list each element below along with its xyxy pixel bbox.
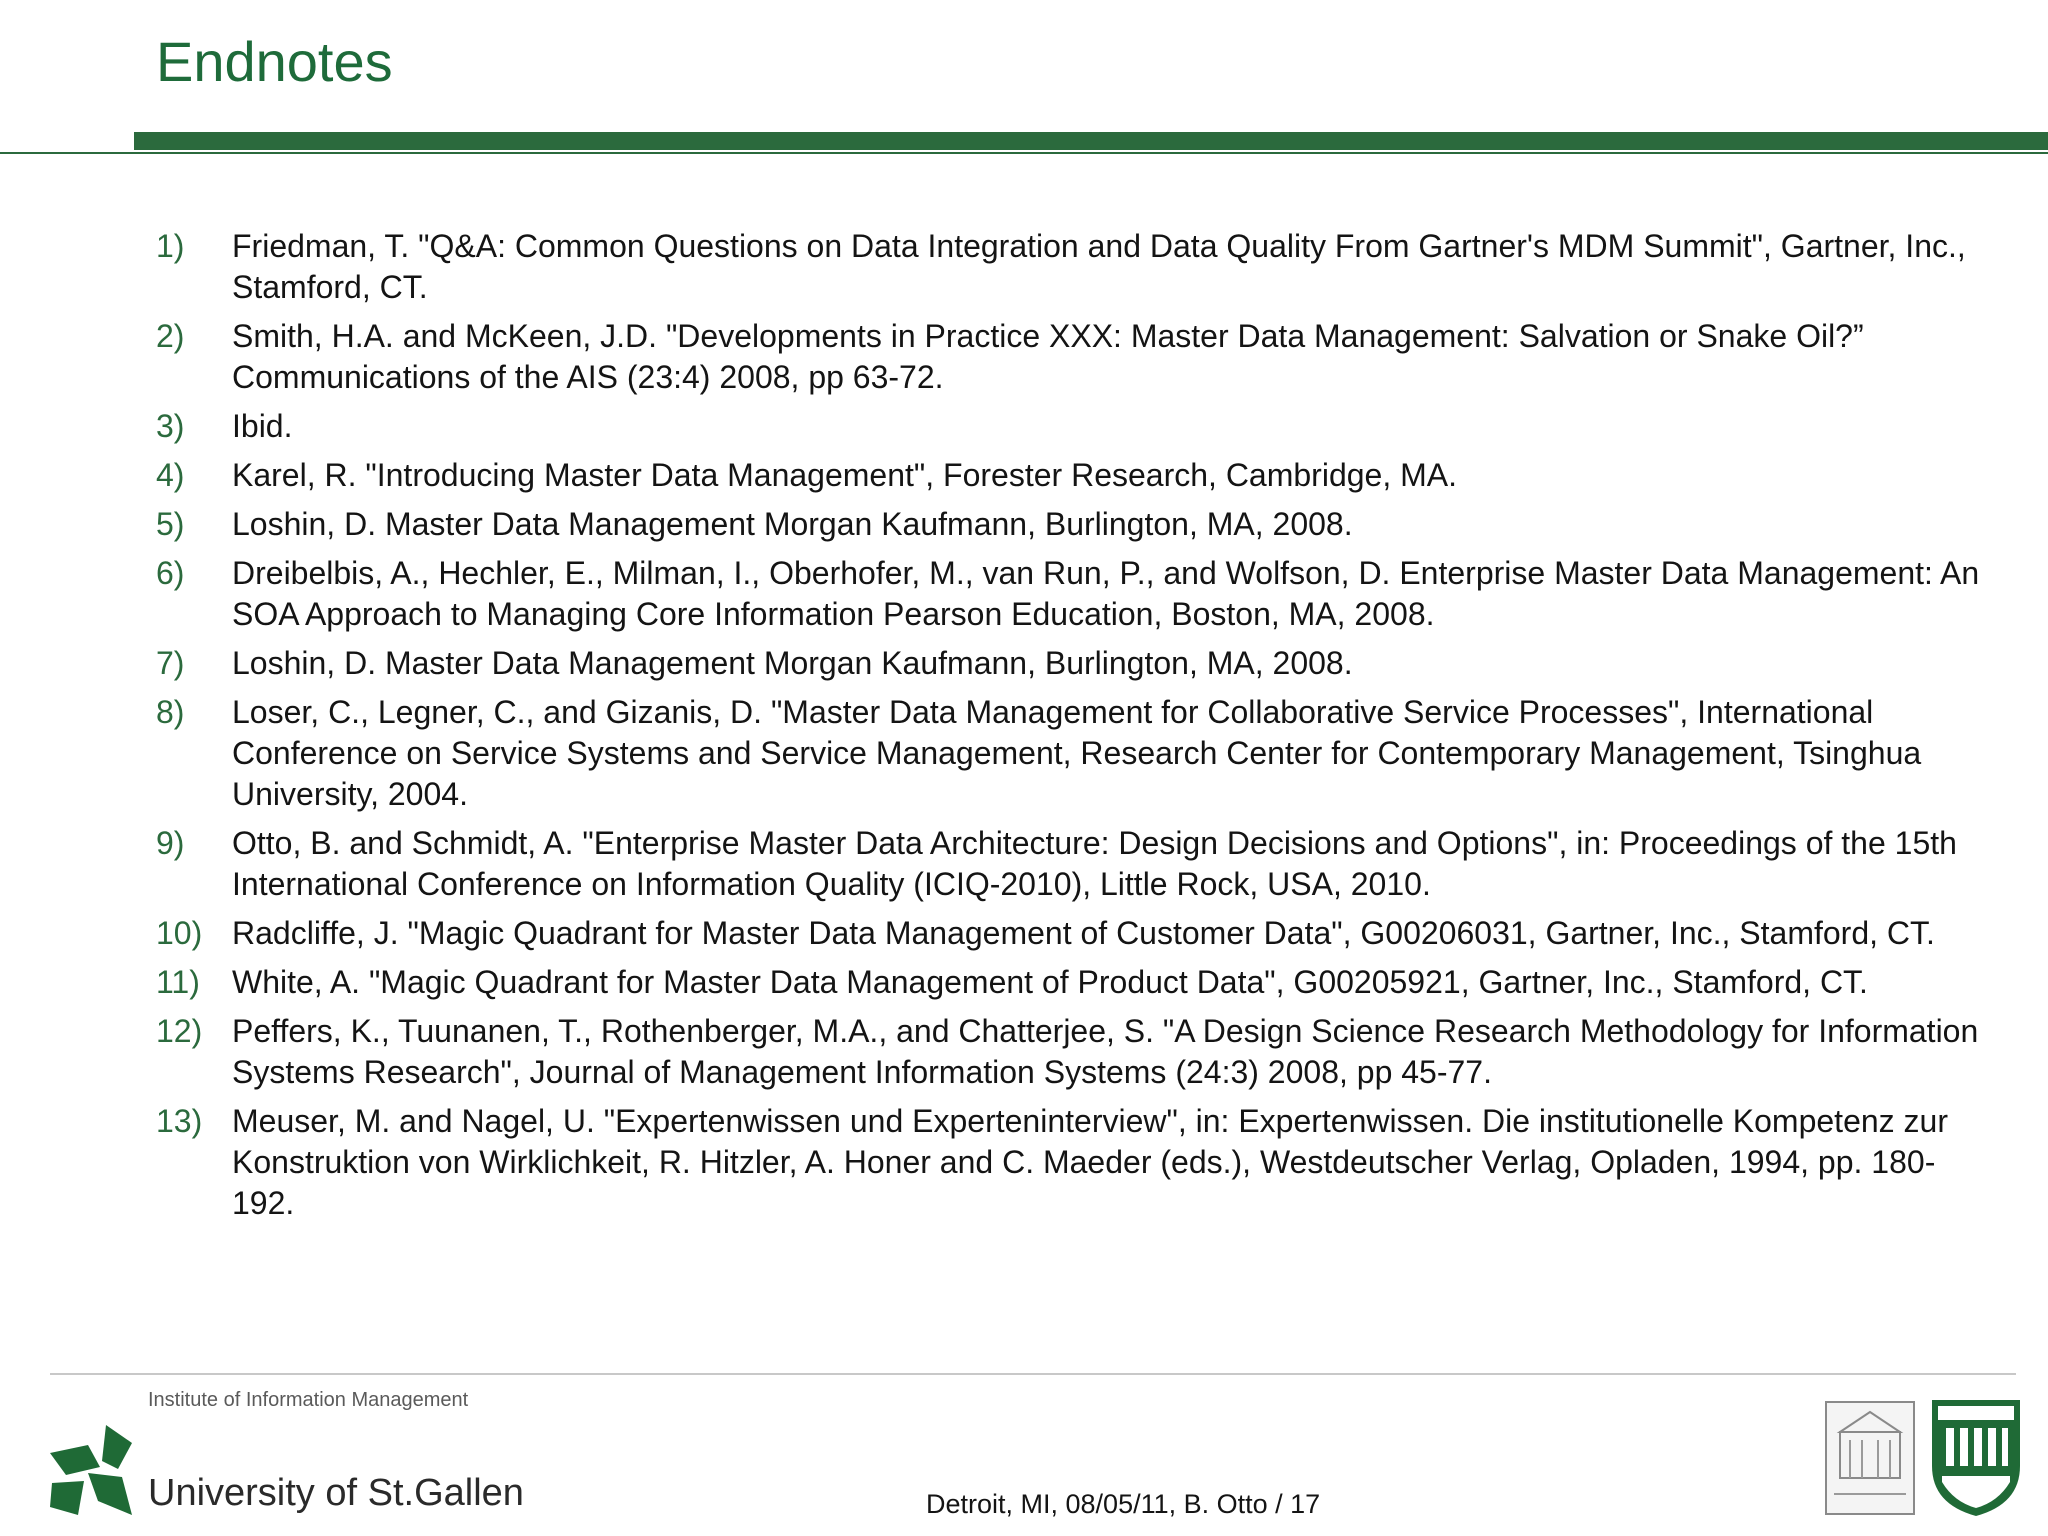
endnote-text: Loshin, D. Master Data Management Morgan Kaufmann, Burlington, MA, 2008. bbox=[232, 506, 1353, 542]
endnote-number: 1) bbox=[156, 228, 185, 264]
endnote-number: 2) bbox=[156, 318, 185, 354]
dartmouth-seal-icon bbox=[1820, 1396, 1920, 1520]
endnote-text: Friedman, T. "Q&A: Common Questions on Data Integration and Data Quality From Gartner's MDM Summit", Gartner, Inc., Stamford, CT. bbox=[232, 228, 1966, 305]
endnote-text: Otto, B. and Schmidt, A. "Enterprise Master Data Architecture: Design Decisions and Options", in: Proceedings of the 15th International Conference on Information Quality (ICIQ-2010), Little Rock, USA, 2010. bbox=[232, 825, 1957, 902]
endnote-text: Meuser, M. and Nagel, U. "Expertenwissen und Experteninterview", in: Expertenwissen. Die institutionelle Kompetenz zur Konstruktion von Wirklichkeit, R. Hitzler, A. Honer and C. Maeder (eds.), Westdeutscher Verlag, Opladen, 1994, pp. 180-192. bbox=[232, 1103, 1948, 1221]
endnote-item bbox=[156, 553, 1996, 635]
endnote-text: Smith, H.A. and McKeen, J.D. "Developments in Practice XXX: Master Data Management: Salvation or Snake Oil?” Communications of the AIS (23:4) 2008, pp 63-72. bbox=[232, 318, 1864, 395]
dartmouth-shield-icon bbox=[1928, 1396, 2024, 1520]
endnote-number: 3) bbox=[156, 408, 185, 444]
endnote-number: 13) bbox=[156, 1103, 203, 1139]
endnote-text: Loser, C., Legner, C., and Gizanis, D. "Master Data Management for Collaborative Service Processes", International Conference on Service Systems and Service Management, Research Center for Contemporary Management, Tsinghua University, 2004. bbox=[232, 694, 1922, 812]
endnote-text: White, A. "Magic Quadrant for Master Data Management of Product Data", G00205921, Gartner, Inc., Stamford, CT. bbox=[232, 964, 1868, 1000]
endnote-item bbox=[156, 455, 1996, 496]
endnote-number: 6) bbox=[156, 555, 185, 591]
endnote-number: 10) bbox=[156, 915, 203, 951]
endnote-item bbox=[156, 913, 1996, 954]
endnote-text: Dreibelbis, A., Hechler, E., Milman, I., Oberhofer, M., van Run, P., and Wolfson, D. Enterprise Master Data Management: An SOA Approach to Managing Core Information Pearson Education, Boston, MA, 2008. bbox=[232, 555, 1980, 632]
endnote-item bbox=[156, 406, 1996, 447]
endnote-number: 7) bbox=[156, 645, 185, 681]
endnote-item bbox=[156, 823, 1996, 905]
header-rule-thin bbox=[0, 152, 2048, 154]
endnote-text: Karel, R. "Introducing Master Data Management", Forester Research, Cambridge, MA. bbox=[232, 457, 1457, 493]
footer-rule bbox=[50, 1373, 2016, 1375]
endnote-text: Radcliffe, J. "Magic Quadrant for Master Data Management of Customer Data", G00206031, Gartner, Inc., Stamford, CT. bbox=[232, 915, 1935, 951]
endnote-item bbox=[156, 316, 1996, 398]
footer-date-author-page: Detroit, MI, 08/05/11, B. Otto / 17 bbox=[926, 1489, 1321, 1519]
endnote-item bbox=[156, 504, 1996, 545]
endnote-item bbox=[156, 962, 1996, 1003]
endnote-number: 5) bbox=[156, 506, 185, 542]
endnote-item bbox=[156, 1011, 1996, 1093]
endnote-number: 4) bbox=[156, 457, 185, 493]
endnote-number: 11) bbox=[156, 964, 200, 1000]
endnote-number: 8) bbox=[156, 694, 185, 730]
slide-title: Endnotes bbox=[156, 30, 393, 93]
university-name: University of St.Gallen bbox=[148, 1472, 524, 1514]
institute-name: Institute of Information Management bbox=[148, 1389, 469, 1411]
st-gallen-logo-icon bbox=[48, 1423, 134, 1519]
endnote-item bbox=[156, 226, 1996, 308]
endnote-item bbox=[156, 692, 1996, 815]
endnote-number: 12) bbox=[156, 1013, 203, 1049]
endnote-number: 9) bbox=[156, 825, 185, 861]
endnote-text: Peffers, K., Tuunanen, T., Rothenberger, M.A., and Chatterjee, S. "A Design Science Research Methodology for Information Systems Research", Journal of Management Information Systems (24:3) 2008, pp 45-77. bbox=[232, 1013, 1979, 1090]
header-rule-thick bbox=[134, 132, 2048, 150]
endnotes-list bbox=[156, 226, 1996, 1232]
endnote-text: Ibid. bbox=[232, 408, 293, 444]
endnote-item bbox=[156, 1101, 1996, 1224]
endnote-text: Loshin, D. Master Data Management Morgan Kaufmann, Burlington, MA, 2008. bbox=[232, 645, 1353, 681]
endnote-item bbox=[156, 643, 1996, 684]
